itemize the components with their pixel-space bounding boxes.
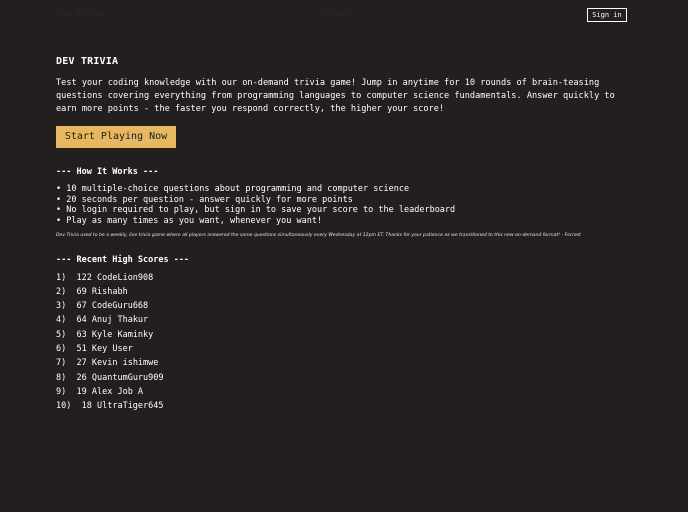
score-rank: 6): [56, 343, 67, 354]
high-score-row: [56, 313, 636, 327]
score-value: 63: [76, 329, 87, 340]
high-score-row: [56, 271, 636, 285]
score-rank: 8): [56, 372, 67, 383]
player-name: Rishabh: [91, 286, 128, 297]
high-scores-heading: --- Recent High Scores ---: [56, 254, 190, 265]
score-rank: 2): [56, 286, 67, 297]
player-name: Anuj Thakur: [91, 315, 149, 326]
high-score-row: [56, 399, 636, 413]
player-name: Kyle Kaminky: [91, 329, 154, 340]
score-rank: 10): [56, 401, 72, 412]
list-item: • 10 multiple-choice questions about programming and computer science: [56, 184, 410, 194]
main-content: [56, 55, 636, 413]
list-item: • No login required to play, but sign in to save your score to the leaderboard: [56, 205, 456, 215]
list-item: • Play as many times as you want, whenever you want!: [56, 215, 323, 226]
player-name: CodeGuru668: [91, 301, 149, 312]
player-name: Kevin ishimwe: [91, 358, 159, 369]
score-value: 69: [76, 286, 87, 297]
player-name: Alex Job A: [91, 386, 144, 397]
top-nav: [0, 0, 688, 32]
score-rank: 3): [56, 301, 67, 312]
high-score-row: [56, 342, 636, 356]
player-name: CodeLion908: [96, 272, 154, 283]
format-change-note: Dev Trivia used to be a weekly, live trivia game where all players answered the same questions simultaneously every Wednesday at 12pm ET. Thanks for your patience as we transitioned to this new on-demand format! - Forrest: [56, 233, 581, 238]
high-score-row: [56, 385, 636, 399]
high-score-row: [56, 328, 636, 342]
high-score-row: [56, 299, 636, 313]
page-title: DEV TRIVIA: [56, 56, 119, 67]
nav-trivia-link[interactable]: Trivia: [323, 10, 349, 18]
score-rank: 5): [56, 329, 67, 340]
sign-in-button[interactable]: Sign in: [587, 8, 627, 22]
score-value: 27: [76, 358, 87, 369]
score-value: 122: [76, 272, 92, 283]
high-scores-list: [56, 271, 636, 414]
score-rank: 9): [56, 386, 67, 397]
player-name: Key User: [91, 343, 133, 354]
intro-text: Test your coding knowledge with our on-demand trivia game! Jump in anytime for 10 rounds of brain-teasing questions covering everything from programming languages to computer science fundamentals. Answer quickly to earn more points - the faster you respond correctly, the higher your score!: [56, 78, 615, 114]
player-name: QuantumGuru909: [91, 372, 164, 383]
player-name: UltraTiger645: [96, 401, 164, 412]
how-it-works-list: [56, 184, 636, 226]
score-value: 18: [81, 401, 92, 412]
score-value: 64: [76, 315, 87, 326]
list-item: • 20 seconds per question - answer quickly for more points: [56, 194, 353, 205]
score-rank: 4): [56, 315, 67, 326]
score-rank: 1): [56, 272, 67, 283]
score-value: 26: [76, 372, 87, 383]
score-value: 51: [76, 343, 87, 354]
high-score-row: [56, 356, 636, 370]
score-rank: 7): [56, 358, 67, 369]
score-value: 67: [76, 301, 87, 312]
score-value: 19: [76, 386, 87, 397]
high-score-row: [56, 285, 636, 299]
high-score-row: [56, 371, 636, 385]
how-it-works-heading: --- How It Works ---: [56, 167, 159, 177]
brand-link[interactable]: DEV TRIVIA: [59, 10, 105, 18]
start-playing-button[interactable]: Start Playing Now: [56, 126, 176, 148]
